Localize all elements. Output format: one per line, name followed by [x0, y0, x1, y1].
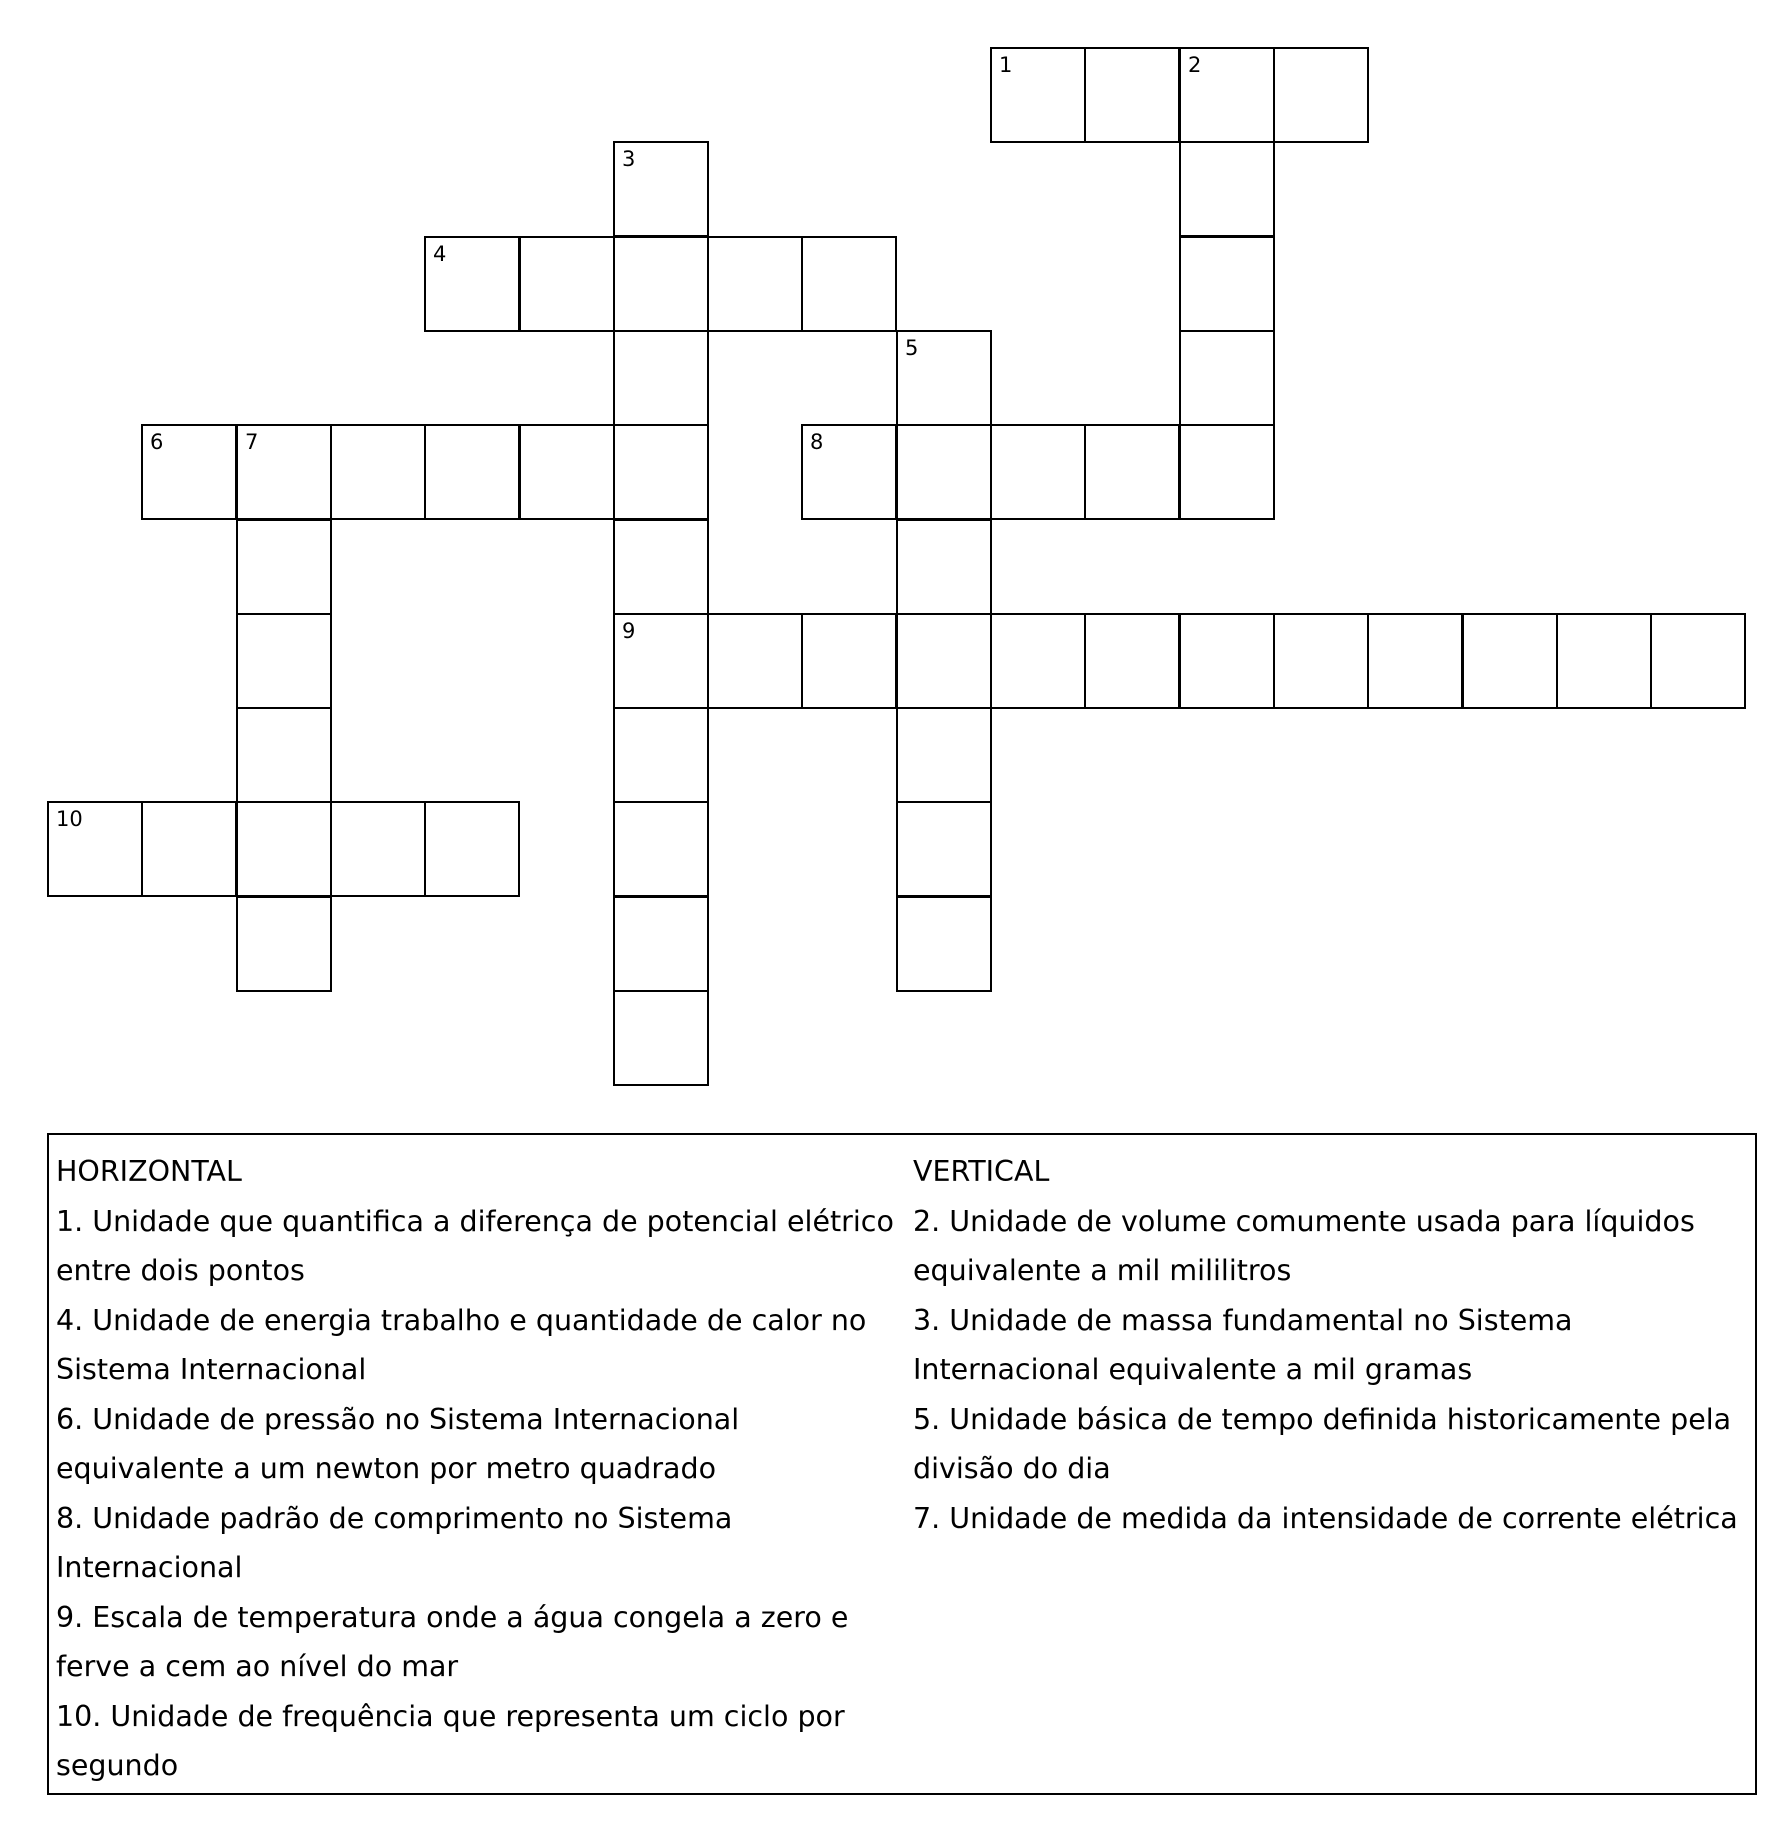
crossword-cell[interactable] — [896, 330, 992, 426]
crossword-cell[interactable] — [424, 424, 520, 520]
crossword-cell[interactable] — [896, 613, 992, 709]
cell-number: 7 — [245, 430, 259, 454]
clues-panel — [47, 1133, 1757, 1795]
clue-across-1: 1. Unidade que quantifica a diferença de potencial elétrico entre dois pontos — [56, 1204, 894, 1287]
crossword-cell[interactable] — [613, 707, 709, 803]
cell-number: 8 — [810, 430, 824, 454]
cell-number: 2 — [1188, 53, 1202, 77]
crossword-cell[interactable] — [1179, 424, 1275, 520]
crossword-cell[interactable] — [1556, 613, 1652, 709]
crossword-cell[interactable] — [613, 424, 709, 520]
crossword-cell[interactable] — [1179, 613, 1275, 709]
crossword-cell[interactable] — [424, 801, 520, 897]
crossword-cell[interactable] — [613, 141, 709, 237]
cell-number: 3 — [622, 147, 636, 171]
crossword-cell[interactable] — [236, 424, 332, 520]
crossword-cell[interactable] — [141, 801, 237, 897]
vertical-heading: VERTICAL — [913, 1155, 1050, 1188]
horizontal-clues — [56, 1147, 906, 1791]
crossword-cell[interactable] — [1084, 424, 1180, 520]
crossword-cell[interactable] — [801, 613, 897, 709]
crossword-cell[interactable] — [990, 424, 1086, 520]
clue-across-10: 10. Unidade de frequência que representa um ciclo por segundo — [56, 1699, 845, 1782]
crossword-cell[interactable] — [990, 47, 1086, 143]
crossword-cell[interactable] — [801, 236, 897, 332]
vertical-clues — [913, 1147, 1753, 1543]
crossword-cell[interactable] — [707, 613, 803, 709]
crossword-cell[interactable] — [1462, 613, 1558, 709]
clue-across-4: 4. Unidade de energia trabalho e quantidade de calor no Sistema Internacional — [56, 1303, 867, 1386]
crossword-cell[interactable] — [613, 990, 709, 1086]
crossword-cell[interactable] — [613, 236, 709, 332]
crossword-cell[interactable] — [896, 424, 992, 520]
crossword-cell[interactable] — [236, 613, 332, 709]
crossword-cell[interactable] — [1179, 141, 1275, 237]
cell-number: 9 — [622, 619, 636, 643]
crossword-cell[interactable] — [896, 896, 992, 992]
crossword-cell[interactable] — [613, 613, 709, 709]
clue-across-9: 9. Escala de temperatura onde a água congela a zero e ferve a cem ao nível do mar — [56, 1600, 849, 1683]
crossword-cell[interactable] — [613, 330, 709, 426]
clue-across-6: 6. Unidade de pressão no Sistema Internacional equivalente a um newton por metro quadrado — [56, 1402, 740, 1485]
crossword-cell[interactable] — [1273, 613, 1369, 709]
crossword-cell[interactable] — [1084, 47, 1180, 143]
cell-number: 4 — [433, 242, 447, 266]
crossword-cell[interactable] — [896, 801, 992, 897]
crossword-cell[interactable] — [236, 896, 332, 992]
crossword-cell[interactable] — [330, 801, 426, 897]
horizontal-heading: HORIZONTAL — [56, 1155, 242, 1188]
clue-down-2: 2. Unidade de volume comumente usada para líquidos equivalente a mil mililitros — [913, 1204, 1695, 1287]
crossword-cell[interactable] — [990, 613, 1086, 709]
crossword-cell[interactable] — [896, 707, 992, 803]
clue-across-8: 8. Unidade padrão de comprimento no Sistema Internacional — [56, 1501, 733, 1584]
crossword-cell[interactable] — [1273, 47, 1369, 143]
crossword-cell[interactable] — [896, 519, 992, 615]
cell-number: 10 — [56, 807, 83, 831]
clue-down-7: 7. Unidade de medida da intensidade de corrente elétrica — [913, 1501, 1738, 1535]
crossword-cell[interactable] — [47, 801, 143, 897]
crossword-cell[interactable] — [519, 424, 615, 520]
crossword-cell[interactable] — [1179, 330, 1275, 426]
crossword-cell[interactable] — [1179, 47, 1275, 143]
cell-number: 5 — [905, 336, 919, 360]
crossword-cell[interactable] — [424, 236, 520, 332]
crossword-cell[interactable] — [1367, 613, 1463, 709]
crossword-cell[interactable] — [613, 896, 709, 992]
crossword-cell[interactable] — [519, 236, 615, 332]
crossword-cell[interactable] — [707, 236, 803, 332]
crossword-cell[interactable] — [1084, 613, 1180, 709]
crossword-cell[interactable] — [330, 424, 426, 520]
crossword-cell[interactable] — [236, 519, 332, 615]
crossword-cell[interactable] — [141, 424, 237, 520]
cell-number: 1 — [999, 53, 1013, 77]
crossword-cell[interactable] — [1179, 236, 1275, 332]
clue-down-5: 5. Unidade básica de tempo definida historicamente pela divisão do dia — [913, 1402, 1732, 1485]
cell-number: 6 — [150, 430, 164, 454]
crossword-cell[interactable] — [613, 519, 709, 615]
crossword-cell[interactable] — [236, 801, 332, 897]
crossword-cell[interactable] — [1650, 613, 1746, 709]
crossword-cell[interactable] — [801, 424, 897, 520]
crossword-cell[interactable] — [236, 707, 332, 803]
crossword-cell[interactable] — [613, 801, 709, 897]
clue-down-3: 3. Unidade de massa fundamental no Sistema Internacional equivalente a mil gramas — [913, 1303, 1573, 1386]
